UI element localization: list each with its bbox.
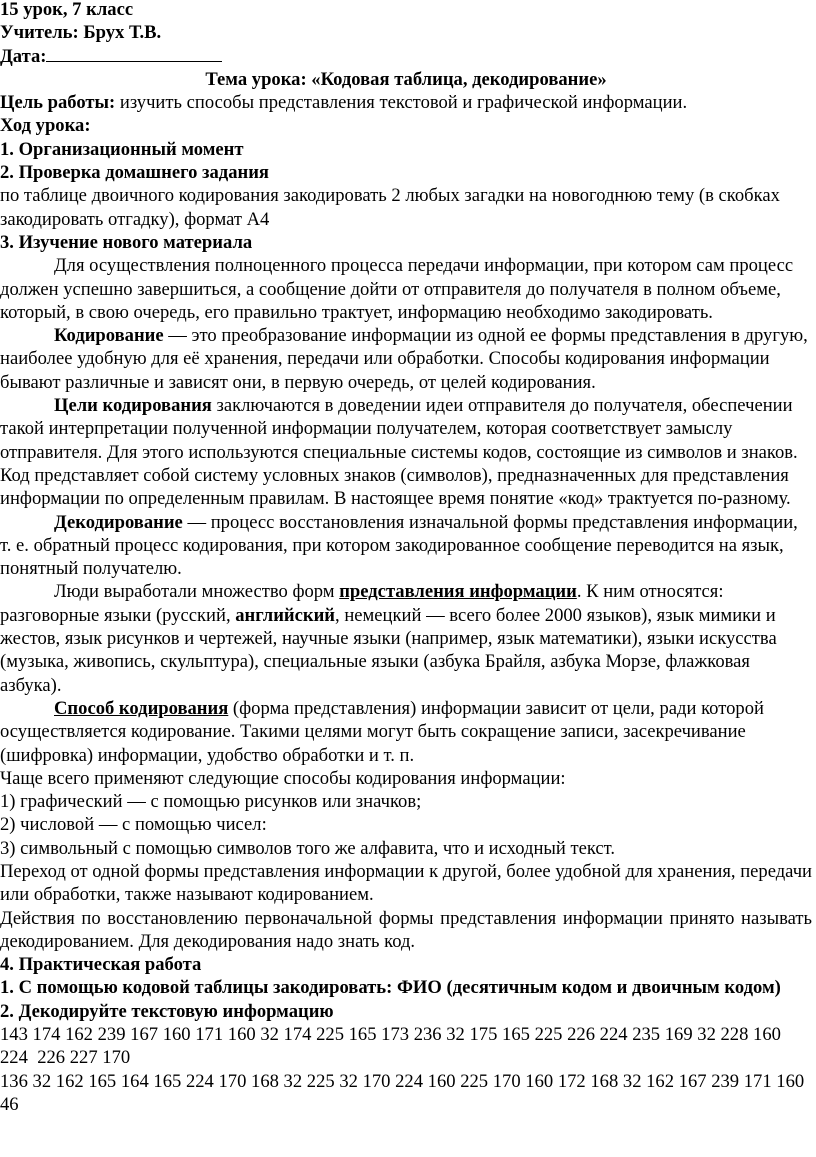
paragraph-coding <box>0 324 812 394</box>
section-3-heading: 3. Изучение нового материала <box>0 231 253 253</box>
goal <box>0 91 812 114</box>
link-coding-method[interactable]: Способ кодирования <box>54 697 229 719</box>
term-coding: Кодирование <box>54 325 164 347</box>
task-1: 1. С помощью кодовой таблицы закодировать: ФИО (десятичным кодом и двоичным кодом) <box>0 977 781 999</box>
link-information-representation[interactable]: представления информации <box>339 581 577 603</box>
paragraph-forms <box>0 580 812 696</box>
paragraph-intro: Для осуществления полноценного процесса передачи информации, при котором сам процесс должен успешно завершиться, а сообщение дойти от отправителя до получателя в полном объеме, который, в свою очередь, его правильно трактует, информацию необходимо закодировать. <box>0 255 794 323</box>
method-symbolic: 3) символьный с помощью символов того же алфавита, что и исходный текст. <box>0 837 616 859</box>
method-numeric: 2) числовой — с помощью чисел: <box>0 814 267 836</box>
section-1-heading: 1. Организационный момент <box>0 138 244 160</box>
paragraph-coding-method-text: (форма представления) информации зависит от цели, ради которой осуществляется кодирование. Такими целями могут быть сокращение записи, засекречивание (шифровка) информации, удобство обработки и т. п. <box>0 697 764 766</box>
code-line-2: 136 32 162 165 164 165 224 170 168 32 225 32 170 224 160 225 170 160 172 168 32 162 167 239 171 160 46 <box>0 1070 805 1115</box>
date-label: Дата: <box>0 45 47 67</box>
term-english: английский <box>235 604 336 626</box>
forms-text-b: . К ним относятся: разговорные языки (русский, <box>0 581 724 626</box>
paragraph-decoding <box>0 511 812 581</box>
task-2: 2. Декодируйте текстовую информацию <box>0 1000 334 1022</box>
lesson-title: Тема урока: «Кодовая таблица, декодирование» <box>205 68 607 90</box>
forms-text-a: Люди выработали множество форм <box>54 581 340 603</box>
paragraph-restoration: Действия по восстановлению первоначальной формы представления информации принято называть декодированием. Для декодирования надо знать код. <box>0 907 812 952</box>
term-coding-goals: Цели кодирования <box>54 395 212 417</box>
method-graphic: 1) графический — с помощью рисунков или значков; <box>0 791 422 813</box>
section-2-heading: 2. Проверка домашнего задания <box>0 162 269 184</box>
paragraph-coding-goals-text: заключаются в доведении идеи отправителя до получателя, обеспечении такой интерпретации полученной информации получателем, которая соответствует замыслу отправителя. Для этого используются специальные системы кодов, состоящие из символов и знаков. Код представляет собой систему условных знаков (символов), предназначенных для представления информации по определенным правилам. В настоящее время понятие «код» трактуется по-разному. <box>0 395 798 510</box>
term-decoding: Декодирование <box>54 511 183 533</box>
code-line-1: 143 174 162 239 167 160 171 160 32 174 225 165 173 236 32 175 165 225 226 224 235 169 32 228 160 224 226 227 170 <box>0 1024 786 1069</box>
forms-text-c: , немецкий — всего более 2000 языков), язык мимики и жестов, язык рисунков и чертежей, научные языки (например, язык математики), языки искусства (музыка, живопись, скульптура), специальные языки (азбука Брайля, азбука Морзе, флажковая азбука). <box>0 604 777 696</box>
goal-text: изучить способы представления текстовой и графической информации. <box>115 92 688 114</box>
paragraph-coding-method <box>0 697 812 767</box>
paragraph-decoding-text: — процесс восстановления изначальной формы представления информации, т. е. обратный процесс кодирования, при котором закодированное сообщение переводится на язык, понятный получателю. <box>0 511 798 580</box>
methods-intro: Чаще всего применяют следующие способы кодирования информации: <box>0 767 566 789</box>
section-2-text: по таблице двоичного кодирования закодировать 2 любых загадки на новогоднюю тему (в скобках закодировать отгадку), формат А4 <box>0 185 780 230</box>
teacher-name: Учитель: Брух Т.В. <box>0 22 162 44</box>
paragraph-transition: Переход от одной формы представления информации к другой, более удобной для хранения, передачи или обработки, также называют кодированием. <box>0 860 812 906</box>
date-blank <box>46 47 222 62</box>
goal-label: Цель работы: <box>0 92 116 114</box>
paragraph-coding-goals <box>0 394 812 510</box>
section-4-heading: 4. Практическая работа <box>0 954 202 976</box>
date-line <box>0 45 812 68</box>
course-label: Ход урока: <box>0 115 91 137</box>
lesson-number: 15 урок, 7 класс <box>0 0 134 20</box>
paragraph-coding-text: — это преобразование информации из одной ее формы представления в другую, наиболее удобную для её хранения, передачи или обработки. Способы кодирования информации бывают различные и зависят они, в первую очередь, от целей кодирования. <box>0 325 808 393</box>
